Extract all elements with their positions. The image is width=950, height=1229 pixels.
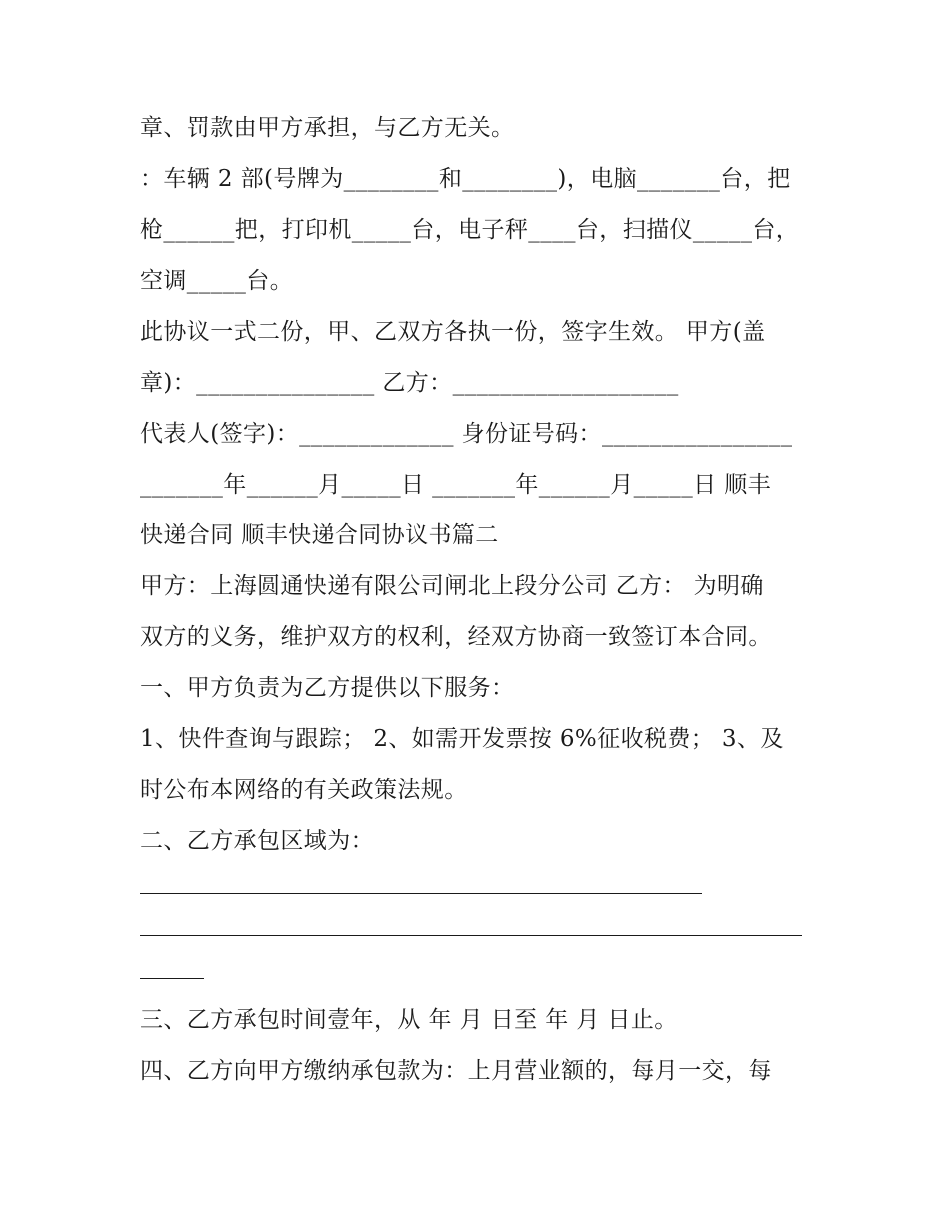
- text-line-8: _______年______月_____日 _______年______月_____日 顺丰: [140, 472, 772, 498]
- text-line-5: 此协议一式二份，甲、乙双方各执一份，签字生效。 甲方(盖: [140, 319, 766, 345]
- text-line-6: 章)：_______________ 乙方：___________________: [140, 370, 679, 396]
- text-line-1: 章、罚款由甲方承担，与乙方无关。: [140, 115, 515, 141]
- text-line-2: ：车辆 2 部(号牌为________和________)，电脑_______台，把: [140, 166, 791, 192]
- text-line-10: 甲方：上海圆通快递有限公司闸北上段分公司 乙方： 为明确: [140, 573, 764, 599]
- text-line-15: 二、乙方承包区域为：: [140, 828, 374, 854]
- text-line-16: 三、乙方承包时间壹年，从 年 月 日至 年 月 日止。: [140, 1007, 678, 1033]
- text-line-17: 四、乙方向甲方缴纳承包款为：上月营业额的，每月一交，每: [140, 1058, 772, 1084]
- text-line-12: 一、甲方负责为乙方提供以下服务：: [140, 675, 515, 701]
- text-line-14: 时公布本网络的有关政策法规。: [140, 777, 468, 803]
- blank-fill-line-1: [140, 893, 702, 894]
- text-line-13: 1、快件查询与跟踪； 2、如需开发票按 6%征收税费； 3、及: [140, 726, 784, 752]
- text-line-3: 枪______把，打印机_____台，电子秤____台，扫描仪_____台，: [140, 217, 800, 243]
- text-line-11: 双方的义务，维护双方的权利，经双方协商一致签订本合同。: [140, 624, 772, 650]
- text-line-7: 代表人(签字)：_____________ 身份证号码：________________: [140, 421, 793, 447]
- text-line-9: 快递合同 顺丰快递合同协议书篇二: [140, 522, 499, 548]
- blank-fill-line-2: [140, 935, 802, 936]
- text-line-4: 空调_____台。: [140, 268, 294, 294]
- blank-fill-line-3: [140, 978, 204, 979]
